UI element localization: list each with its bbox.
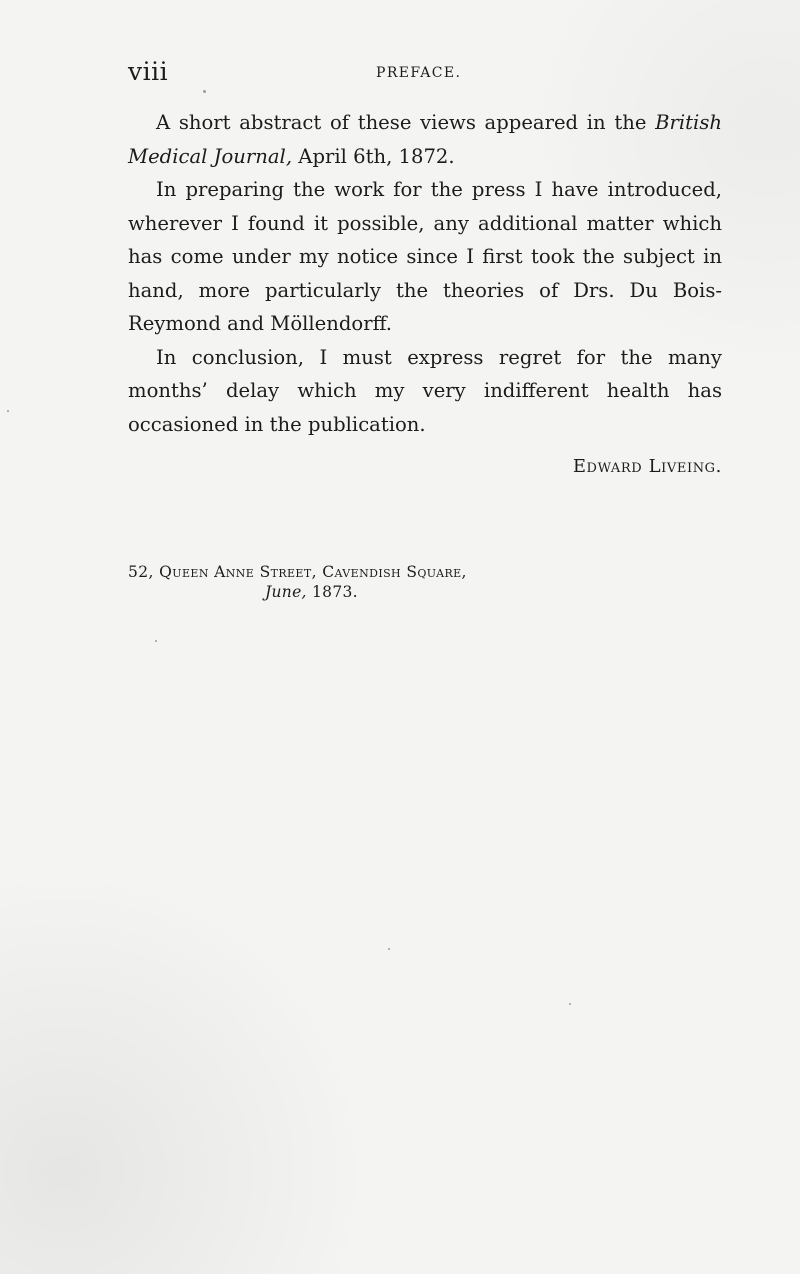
paragraph-1 [128,106,722,173]
print-speck [203,90,206,93]
paragraph-3: In conclusion, I must express regret for the many months’ delay which my very indifferent health has occasioned in the publication. [128,345,722,436]
print-speck [388,948,390,950]
paragraph-2: In preparing the work for the press I have introduced, wherever I found it possible, any additional matter which has come under my notice since I first took the subject in hand, more particularly the theories of Drs. Du Bois-Reymond and Möllendorff. [128,178,722,335]
preface-body [128,106,722,441]
author-signature: Edward Liveing. [572,456,722,477]
print-speck [7,410,9,412]
date-year: 1873. [306,583,358,601]
paragraph-1-text-a: A short abstract of these views appeared in the [156,111,656,134]
paragraph-1-text-b: April 6th, 1872. [292,144,455,168]
print-speck [155,640,157,642]
page-header [128,56,722,88]
date-month: June, [265,583,307,601]
print-speck [569,1003,571,1005]
journal-title: British Medical Journal, [128,111,722,168]
date-line [265,581,465,603]
page-number: viii [128,57,169,86]
address-line: 52, Queen Anne Street, Cavendish Square, [128,563,467,581]
running-title: PREFACE. [376,65,462,81]
